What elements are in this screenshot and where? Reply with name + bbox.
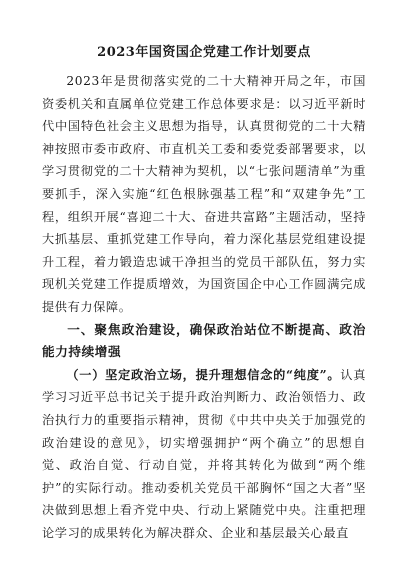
subsection-paragraph-1	[42, 364, 366, 545]
document-title: 2023年国资国企党建工作计划要点	[97, 45, 311, 60]
subsection-body-1: 认真学习习近平总书记关于提升政治判断力、政治领悟力、政治执行力的重要指示精神，贯彻《中共中央关于加强党的政治建设的意见》，切实增强拥护“两个确立”的思想自觉、政治自觉、行动自觉，并将其转化为做到“两个维护”的实际行动。推动委机关党员干部胸怀“国之大者”坚决做到思想上看齐党中央、行动上紧随党中央。注重把理论学习的成果转化为解决群众、企业和基层最关心最直	[42, 367, 366, 540]
section-heading-1: 一、聚焦政治建设，确保政治站位不断提高、政治能力持续增强	[42, 321, 366, 360]
intro-paragraph: 2023年是贯彻落实党的二十大精神开局之年，市国资委机关和直属单位党建工作总体要求是：以习近平新时代中国特色社会主义思想为指导，认真贯彻党的二十大精神按照市委市政府、市直机关工委和委党委部署要求，以学习贯彻党的二十大精神为契机，以“七张问题清单”为重要抓手，深入实施“红色根脉强基工程”和“双建争先”工程，组织开展“喜迎二十大、奋进共富路”主题活动，坚持大抓基层、重抓党建工作导向，着力深化基层党组建设提升工程，着力锻造忠诚干净担当的党员干部队伍，努力实现机关党建工作提质增效，为国资国企中心工作圆满完成提供有力保障。	[42, 74, 366, 314]
subsection-lead-1: （一）坚定政治立场，提升理想信念的“纯度”。	[66, 367, 341, 382]
